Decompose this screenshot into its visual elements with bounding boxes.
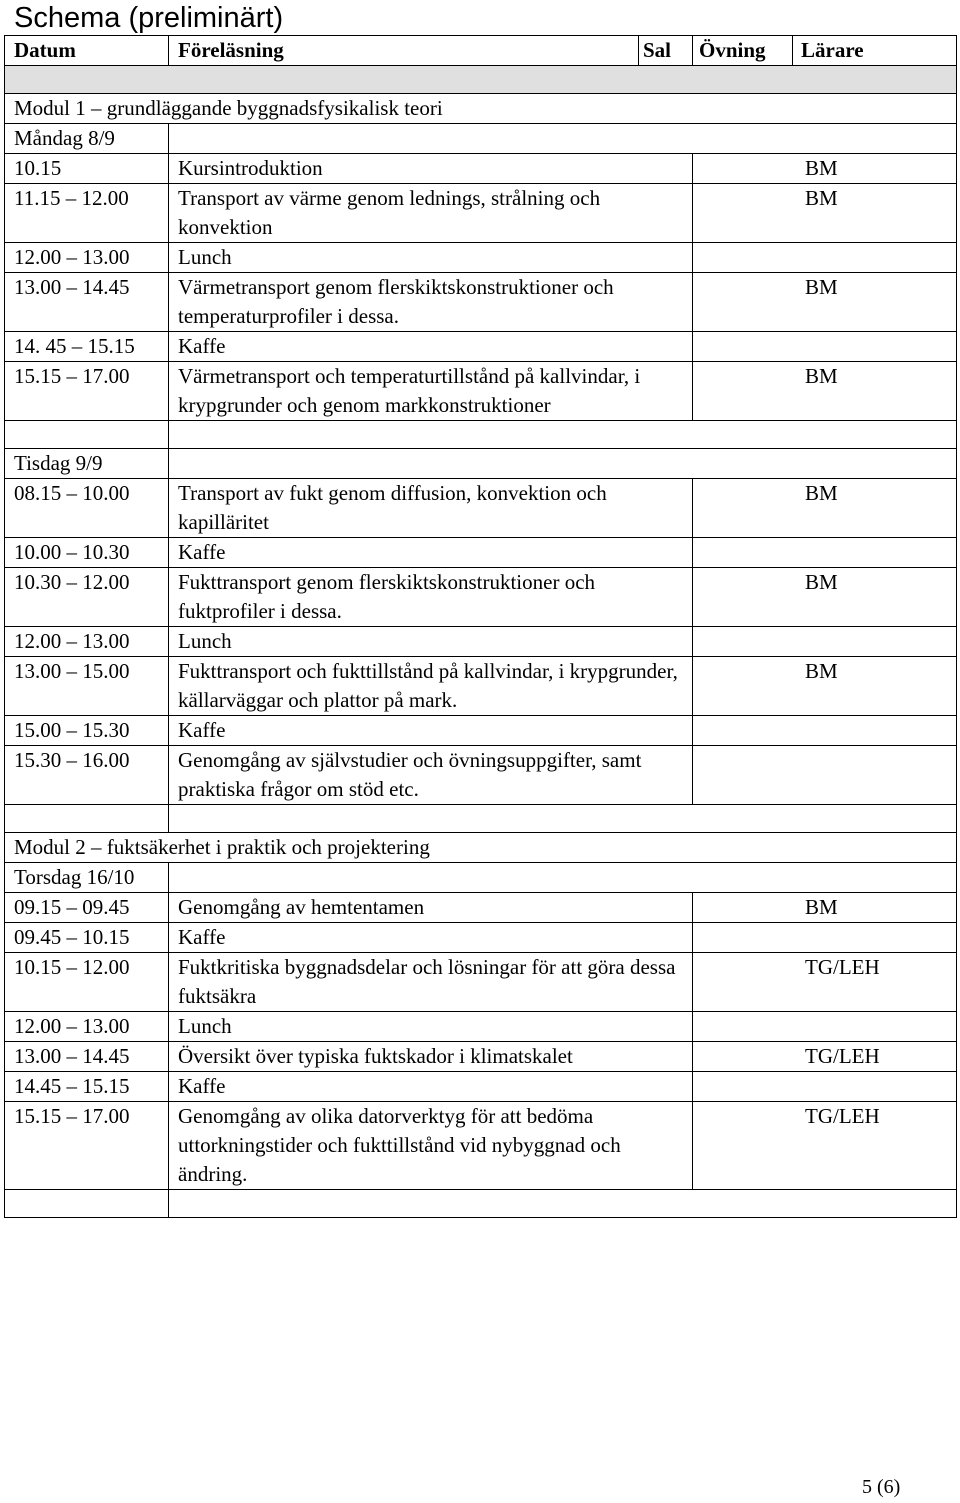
spacer-row — [5, 1190, 957, 1218]
table-row — [5, 154, 957, 184]
table-row — [5, 332, 957, 362]
lecture-cell: Fuktkritiska byggnadsdelar och lösningar för att göra dessa fuktsäkra — [169, 953, 693, 1012]
teacher-cell — [693, 746, 957, 805]
time-cell: 09.45 – 10.15 — [5, 923, 169, 953]
day-label: Tisdag 9/9 — [5, 449, 169, 479]
table-row — [5, 538, 957, 568]
lecture-cell: Transport av värme genom lednings, strålning och konvektion — [169, 184, 693, 243]
day-label: Torsdag 16/10 — [5, 863, 169, 893]
time-cell: 15.00 – 15.30 — [5, 716, 169, 746]
time-cell: 11.15 – 12.00 — [5, 184, 169, 243]
time-cell: 15.15 – 17.00 — [5, 1102, 169, 1190]
teacher-cell — [693, 627, 957, 657]
schedule-body — [5, 66, 957, 1218]
time-cell: 10.00 – 10.30 — [5, 538, 169, 568]
time-cell: 10.15 — [5, 154, 169, 184]
lecture-cell: Kaffe — [169, 923, 693, 953]
teacher-cell: BM — [693, 273, 957, 332]
teacher-cell: TG/LEH — [693, 1042, 957, 1072]
teacher-cell — [693, 538, 957, 568]
table-row — [5, 953, 957, 1012]
header-sal: Sal — [639, 36, 693, 66]
teacher-cell — [693, 1012, 957, 1042]
spacer-cell — [169, 805, 957, 833]
teacher-cell: TG/LEH — [693, 1102, 957, 1190]
spacer-cell — [5, 805, 169, 833]
day-row — [5, 124, 957, 154]
spacer-cell — [169, 1190, 957, 1218]
lecture-cell: Kaffe — [169, 716, 693, 746]
day-label: Måndag 8/9 — [5, 124, 169, 154]
teacher-cell — [693, 1072, 957, 1102]
table-row — [5, 362, 957, 421]
day-row — [5, 449, 957, 479]
spacer-cell — [5, 1190, 169, 1218]
lecture-cell: Fukttransport genom flerskiktskonstruktioner och fuktprofiler i dessa. — [169, 568, 693, 627]
lecture-cell: Kaffe — [169, 332, 693, 362]
time-cell: 14.45 – 15.15 — [5, 1072, 169, 1102]
table-row — [5, 184, 957, 243]
table-row — [5, 627, 957, 657]
page-title: Schema (preliminärt) — [14, 2, 284, 34]
spacer-cell — [5, 421, 169, 449]
lecture-cell: Fukttransport och fukttillstånd på kallvindar, i krypgrunder, källarväggar och plattor på mark. — [169, 657, 693, 716]
spacer-cell — [169, 421, 957, 449]
page-number: 5 (6) — [862, 1476, 901, 1498]
table-row — [5, 746, 957, 805]
teacher-cell: BM — [693, 479, 957, 538]
lecture-cell: Lunch — [169, 243, 693, 273]
teacher-cell: BM — [693, 362, 957, 421]
lecture-cell: Kaffe — [169, 538, 693, 568]
header-row — [5, 36, 957, 66]
table-row — [5, 243, 957, 273]
time-cell: 08.15 – 10.00 — [5, 479, 169, 538]
table-row — [5, 273, 957, 332]
time-cell: 13.00 – 14.45 — [5, 1042, 169, 1072]
time-cell: 15.30 – 16.00 — [5, 746, 169, 805]
lecture-cell: Genomgång av olika datorverktyg för att bedöma uttorkningstider och fukttillstånd vid nybyggnad och ändring. — [169, 1102, 693, 1190]
time-cell: 09.15 – 09.45 — [5, 893, 169, 923]
teacher-cell — [693, 332, 957, 362]
teacher-cell: BM — [693, 893, 957, 923]
header-forelasning: Föreläsning — [169, 36, 639, 66]
time-cell: 12.00 – 13.00 — [5, 627, 169, 657]
day-fill — [169, 124, 957, 154]
module-row — [5, 94, 957, 124]
header-datum: Datum — [5, 36, 169, 66]
time-cell: 12.00 – 13.00 — [5, 1012, 169, 1042]
table-row — [5, 479, 957, 538]
day-fill — [169, 449, 957, 479]
time-cell: 12.00 – 13.00 — [5, 243, 169, 273]
table-row — [5, 1042, 957, 1072]
teacher-cell: BM — [693, 657, 957, 716]
schedule-table — [4, 35, 957, 1218]
teacher-cell — [693, 716, 957, 746]
module-title: Modul 2 – fuktsäkerhet i praktik och projektering — [5, 833, 957, 863]
table-row — [5, 1012, 957, 1042]
lecture-cell: Lunch — [169, 627, 693, 657]
lecture-cell: Genomgång av självstudier och övningsuppgifter, samt praktiska frågor om stöd etc. — [169, 746, 693, 805]
header-larare: Lärare — [793, 36, 957, 66]
table-row — [5, 716, 957, 746]
lecture-cell: Transport av fukt genom diffusion, konvektion och kapilläritet — [169, 479, 693, 538]
table-row — [5, 657, 957, 716]
module-spacer-row — [5, 66, 957, 94]
module-title: Modul 1 – grundläggande byggnadsfysikalisk teori — [5, 94, 957, 124]
table-row — [5, 923, 957, 953]
teacher-cell — [693, 923, 957, 953]
time-cell: 15.15 – 17.00 — [5, 362, 169, 421]
table-row — [5, 1102, 957, 1190]
spacer-cell — [5, 66, 957, 94]
table-row — [5, 893, 957, 923]
lecture-cell: Genomgång av hemtentamen — [169, 893, 693, 923]
lecture-cell: Lunch — [169, 1012, 693, 1042]
table-row — [5, 1072, 957, 1102]
time-cell: 10.30 – 12.00 — [5, 568, 169, 627]
spacer-row — [5, 421, 957, 449]
spacer-row — [5, 805, 957, 833]
teacher-cell: BM — [693, 154, 957, 184]
teacher-cell: BM — [693, 568, 957, 627]
time-cell: 13.00 – 15.00 — [5, 657, 169, 716]
time-cell: 10.15 – 12.00 — [5, 953, 169, 1012]
lecture-cell: Värmetransport genom flerskiktskonstruktioner och temperaturprofiler i dessa. — [169, 273, 693, 332]
lecture-cell: Översikt över typiska fuktskador i klimatskalet — [169, 1042, 693, 1072]
time-cell: 13.00 – 14.45 — [5, 273, 169, 332]
lecture-cell: Värmetransport och temperaturtillstånd på kallvindar, i krypgrunder och genom markkonstruktioner — [169, 362, 693, 421]
day-fill — [169, 863, 957, 893]
day-row — [5, 863, 957, 893]
teacher-cell: BM — [693, 184, 957, 243]
table-row — [5, 568, 957, 627]
lecture-cell: Kursintroduktion — [169, 154, 693, 184]
module-row — [5, 833, 957, 863]
teacher-cell — [693, 243, 957, 273]
lecture-cell: Kaffe — [169, 1072, 693, 1102]
teacher-cell: TG/LEH — [693, 953, 957, 1012]
time-cell: 14. 45 – 15.15 — [5, 332, 169, 362]
header-ovning: Övning — [693, 36, 793, 66]
